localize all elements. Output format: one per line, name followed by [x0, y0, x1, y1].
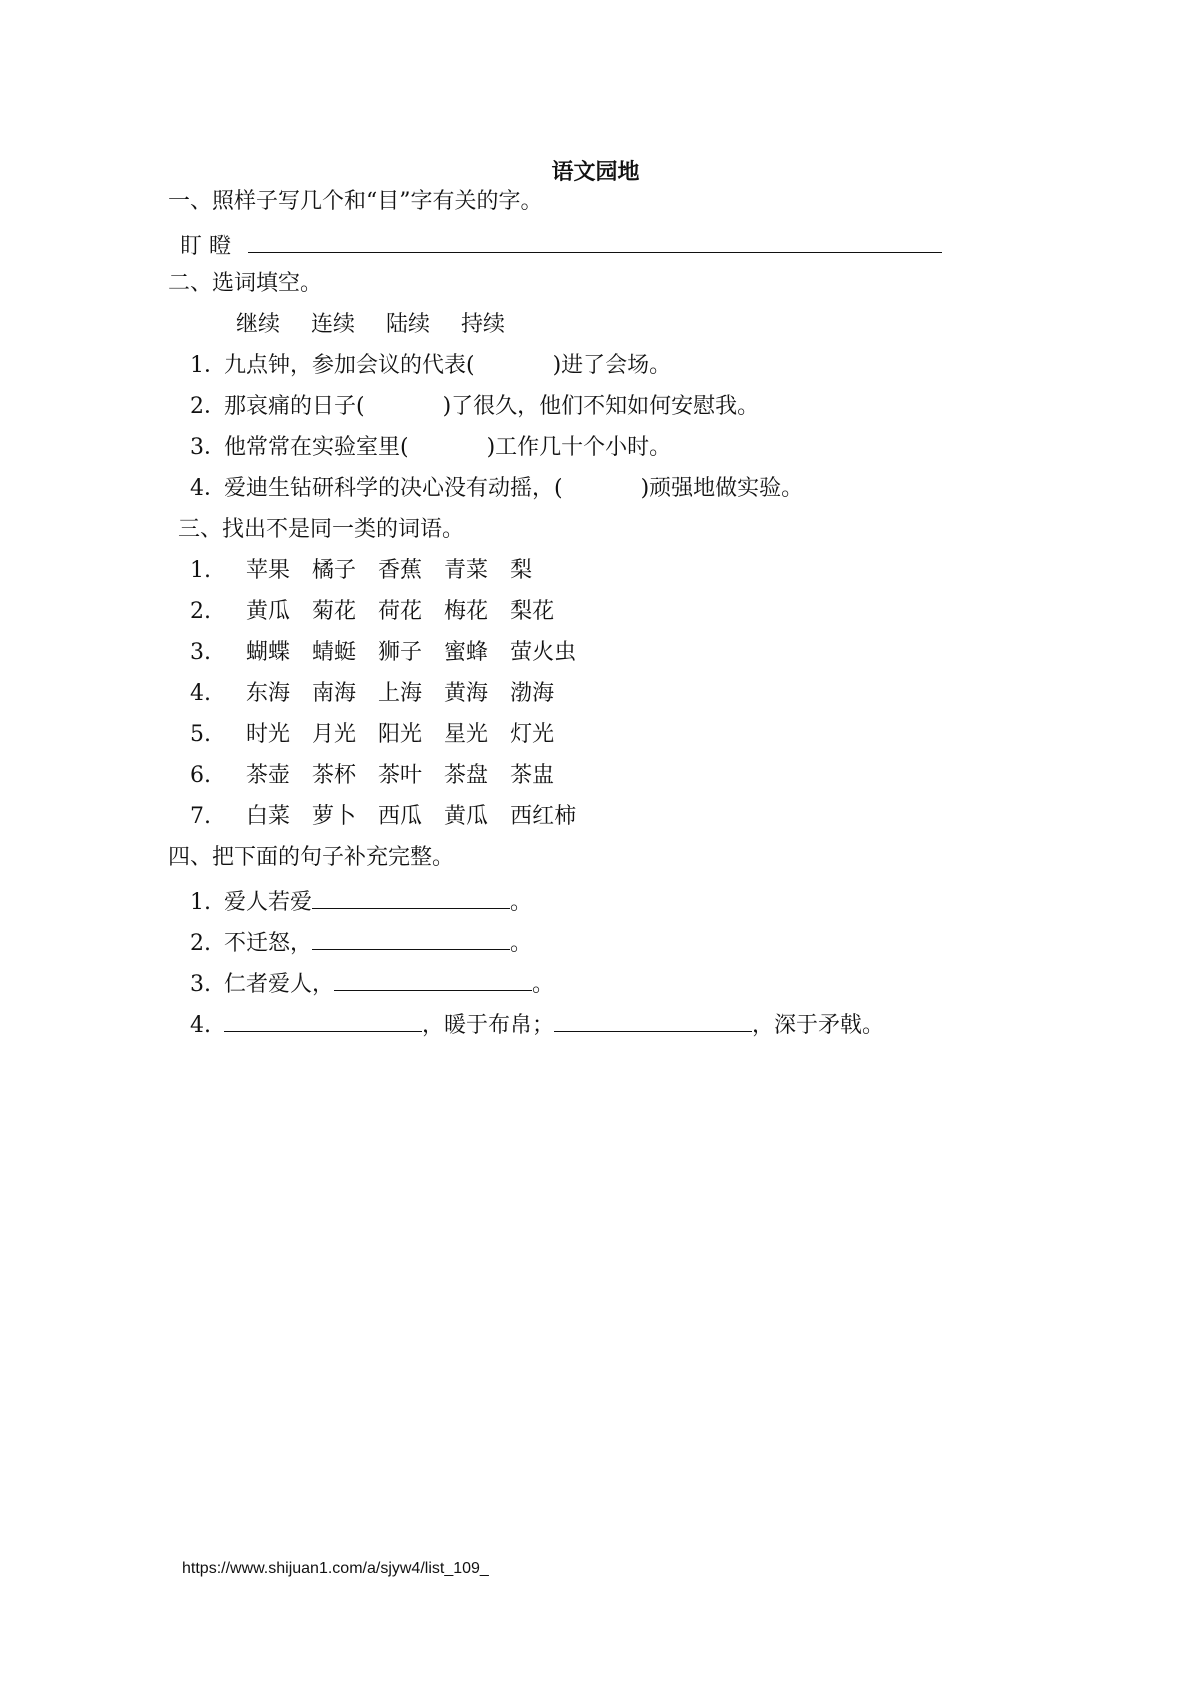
item-text-before: 他常常在实验室里( [224, 435, 409, 460]
item-number: 1. [190, 558, 211, 583]
word[interactable]: 梨花 [510, 599, 555, 624]
word[interactable]: 蝴蝶 [246, 640, 291, 665]
item-number: 4． [190, 476, 226, 501]
item-number: 3. [190, 972, 211, 997]
word[interactable]: 月光 [312, 722, 357, 747]
word[interactable]: 茶壶 [246, 763, 291, 788]
answer-blank[interactable] [224, 1007, 422, 1032]
item-text-after: )了很久，他们不知如何安慰我。 [442, 394, 760, 419]
section1-examples: 盯 瞪 [180, 234, 231, 259]
section1-answer-row [180, 228, 942, 262]
word-group-row [190, 761, 576, 791]
complete-sentence-item [190, 925, 532, 959]
fill-item [190, 351, 671, 381]
item-number: 3. [190, 640, 211, 665]
word[interactable]: 狮子 [378, 640, 423, 665]
word[interactable]: 萤火虫 [510, 640, 577, 665]
item-number: 6. [190, 763, 211, 788]
word[interactable]: 星光 [444, 722, 489, 747]
word[interactable]: 青菜 [444, 558, 489, 583]
word[interactable]: 南海 [312, 681, 357, 706]
word-group-row [190, 720, 576, 750]
word[interactable]: 灯光 [510, 722, 555, 747]
word[interactable]: 苹果 [246, 558, 291, 583]
answer-blank[interactable] [334, 966, 532, 991]
fill-item [190, 392, 759, 422]
item-number: 7. [190, 804, 211, 829]
word-option: 陆续 [386, 312, 431, 337]
word[interactable]: 茶叶 [378, 763, 423, 788]
sentence-text: ，暖于布帛； [422, 1013, 555, 1038]
word-option: 连续 [311, 312, 356, 337]
source-url: https://www.shijuan1.com/a/sjyw4/list_109_ [182, 1560, 489, 1577]
item-text-after: )工作几十个小时。 [486, 435, 672, 460]
item-text-before: 那哀痛的日子( [224, 394, 365, 419]
word[interactable]: 橘子 [312, 558, 357, 583]
item-text-after: )进了会场。 [552, 353, 672, 378]
item-text-before: 九点钟，参加会议的代表( [224, 353, 475, 378]
complete-sentence-item [190, 884, 532, 918]
word[interactable]: 梅花 [444, 599, 489, 624]
item-number: 1． [190, 353, 226, 378]
word[interactable]: 上海 [378, 681, 423, 706]
word[interactable]: 茶盘 [444, 763, 489, 788]
item-number: 4. [190, 681, 211, 706]
section4-heading: 四、把下面的句子补充完整。 [168, 845, 455, 870]
word[interactable]: 茶盅 [510, 763, 555, 788]
item-number: 1. [190, 890, 211, 915]
complete-sentence-item [190, 966, 554, 1000]
word-group-row [190, 597, 576, 627]
answer-blank[interactable] [312, 925, 510, 950]
word-option: 继续 [236, 312, 281, 337]
complete-sentence-item [190, 1007, 884, 1041]
item-number: 2. [190, 931, 211, 956]
item-text-before: 爱迪生钻研科学的决心没有动摇，( [224, 476, 563, 501]
section1-heading: 一、照样子写几个和“目”字有关的字。 [168, 189, 543, 214]
word-option: 持续 [461, 312, 506, 337]
word[interactable]: 黄瓜 [246, 599, 291, 624]
answer-blank[interactable] [554, 1007, 752, 1032]
sentence-end: 。 [510, 890, 533, 915]
word[interactable]: 荷花 [378, 599, 423, 624]
word[interactable]: 香蕉 [378, 558, 423, 583]
sentence-end: ，深于矛戟。 [752, 1013, 885, 1038]
item-number: 4. [190, 1013, 211, 1038]
section3-heading: 三、找出不是同一类的词语。 [178, 517, 465, 542]
section1-answer-blank[interactable] [248, 228, 942, 253]
word-group-row [190, 556, 554, 586]
section2-word-options [236, 310, 529, 340]
sentence-end: 。 [510, 931, 533, 956]
word[interactable]: 白菜 [246, 804, 291, 829]
word-group-row [190, 802, 598, 832]
answer-blank[interactable] [312, 884, 510, 909]
word[interactable]: 阳光 [378, 722, 423, 747]
word[interactable]: 黄海 [444, 681, 489, 706]
word[interactable]: 西瓜 [378, 804, 423, 829]
word[interactable]: 菊花 [312, 599, 357, 624]
section2-heading: 二、选词填空。 [168, 271, 323, 296]
sentence-end: 。 [532, 972, 555, 997]
word[interactable]: 东海 [246, 681, 291, 706]
item-number: 2. [190, 599, 211, 624]
sentence-text: 不迁怒， [224, 931, 313, 956]
item-number: 2． [190, 394, 226, 419]
word[interactable]: 蜻蜓 [312, 640, 357, 665]
fill-item [190, 433, 671, 463]
word[interactable]: 茶杯 [312, 763, 357, 788]
word[interactable]: 渤海 [510, 681, 555, 706]
word[interactable]: 西红柿 [510, 804, 577, 829]
item-text-after: )顽强地做实验。 [640, 476, 804, 501]
page-title: 语文园地 [551, 159, 640, 185]
word-group-row [190, 679, 576, 709]
item-number: 5. [190, 722, 211, 747]
word-group-row [190, 638, 598, 668]
word[interactable]: 蜜蜂 [444, 640, 489, 665]
word[interactable]: 黄瓜 [444, 804, 489, 829]
fill-item [190, 474, 803, 504]
item-number: 3． [190, 435, 226, 460]
word[interactable]: 梨 [510, 558, 533, 583]
word[interactable]: 时光 [246, 722, 291, 747]
sentence-text: 仁者爱人， [224, 972, 335, 997]
sentence-text: 爱人若爱 [224, 890, 313, 915]
word[interactable]: 萝卜 [312, 804, 357, 829]
